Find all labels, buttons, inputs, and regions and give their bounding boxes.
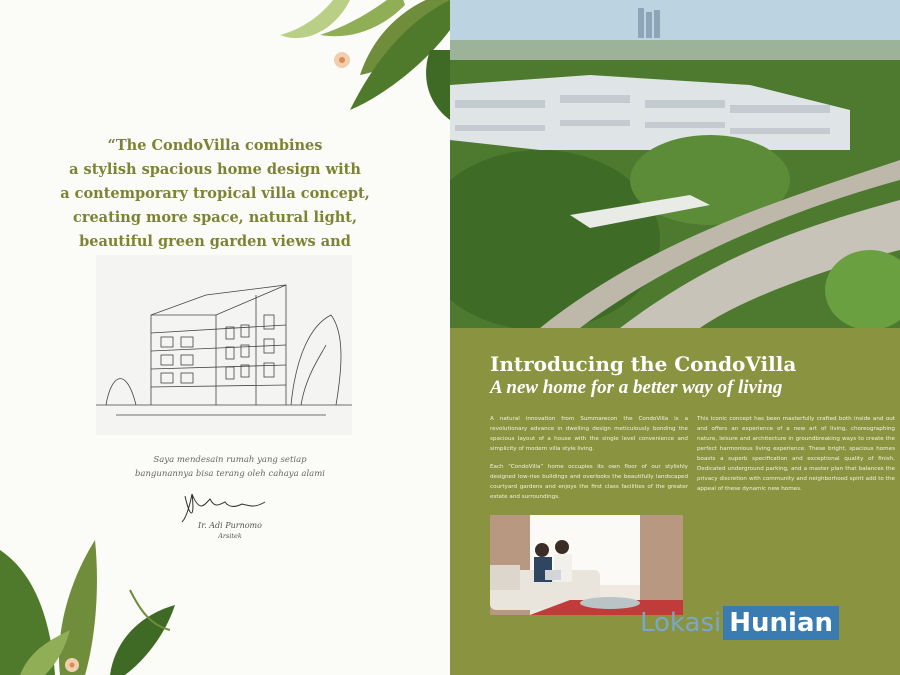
section-title: Introducing the CondoVilla: [490, 352, 797, 376]
watermark-part-1: Lokasi: [640, 608, 722, 638]
tropical-leaves-bottom-decoration: [0, 530, 180, 675]
quote-line: beautiful green garden views and: [79, 233, 351, 250]
tropical-leaves-top-decoration: [280, 0, 450, 125]
note-line-1: Saya mendesain rumah yang setiap: [153, 455, 307, 465]
building-sketch-image: [96, 255, 352, 435]
architect-handwritten-note: [100, 453, 360, 481]
note-line-2: bangunannya bisa terang oleh cahaya alami: [134, 469, 326, 479]
right-page: [450, 0, 900, 675]
watermark-part-2: Hunian: [723, 606, 839, 640]
intro-text-column-1: [490, 414, 688, 510]
quote-line: a stylish spacious home design with: [69, 161, 361, 178]
quote-line: creating more space, natural light,: [72, 209, 357, 226]
quote-line: enhanced privacy.”: [138, 257, 292, 274]
architect-title: Arsitek: [218, 532, 242, 540]
architect-name: Ir. Adi Purnomo: [198, 521, 262, 530]
paragraph: A natural innovation from Summarecon the CondoVilla is a revolutionary advance in dwelling design meticulously bonding the spacious layout of a house with the single level convenience and simplicity of modern villa style living.: [490, 416, 688, 452]
paragraph: This iconic concept has been masterfully crafted both inside and out and offers an experience of a new art of living, choreographing nature, leisure and architecture in groundbreaking ways to create the perfect harmonious living experience. These bright, spacious homes boasts a superb specification and exceptional quality of finish. Dedicated underground parking, and a master plan that balances the privacy discretion with community and neighborhood spirit add to the appeal of these dynamic new homes.: [697, 416, 895, 492]
watermark-logo: [638, 606, 839, 640]
aerial-estate-photo: [450, 0, 900, 328]
quote-line: a contemporary tropical villa concept,: [60, 185, 370, 202]
intro-text-column-2: [697, 414, 895, 502]
section-subtitle: A new home for a better way of living: [490, 377, 783, 398]
living-room-photo: [490, 515, 683, 615]
quote-line: “The CondoVilla combines: [107, 137, 323, 154]
architect-signature: [170, 484, 290, 524]
paragraph: Each “CondoVilla” home occupies its own floor of our stylishly designed low-rise buildings and overlooks the beautifully landscaped courtyard gardens and enjoys the first class facilities of the greater estate and surroundings.: [490, 464, 688, 500]
